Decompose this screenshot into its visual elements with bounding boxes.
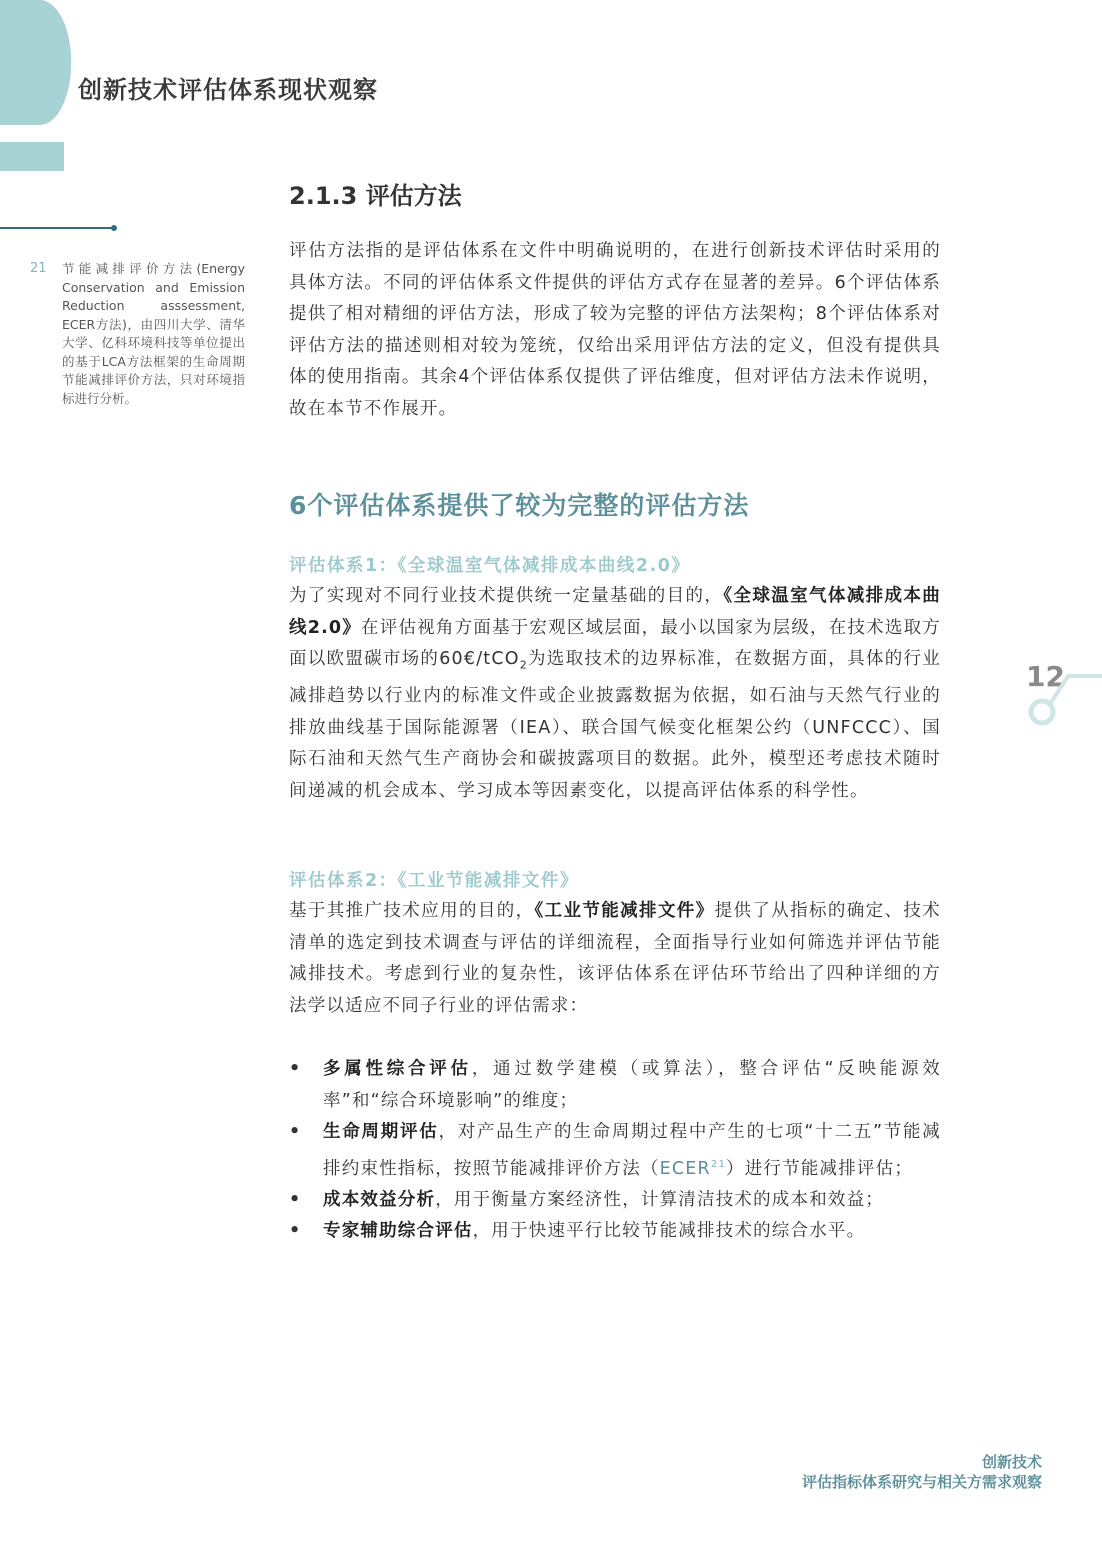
footnote <box>30 260 245 408</box>
bullet-icon: • <box>289 1059 302 1079</box>
list-item <box>289 1185 941 1217</box>
footer <box>802 1452 1042 1492</box>
sidebar-divider <box>0 227 114 229</box>
ecer-reference: ECER <box>659 1158 711 1179</box>
page-number: 12 <box>1026 660 1065 693</box>
bullet-icon: • <box>289 1221 302 1242</box>
footnote-text: 节能减排评价方法(Energy Conservation and Emission Reduction asssessment, ECER方法)，由四川大学、清华大学、亿科环境科技等单位提出的基于LCA方法框架的生命周期节能减排评价方法，只对环境指标进行分析。 <box>62 261 245 406</box>
method-name: 生命周期评估 <box>323 1122 439 1142</box>
page-number-decoration <box>1024 664 1102 730</box>
method-name: 成本效益分析 <box>323 1189 436 1210</box>
footnote-number: 21 <box>30 261 47 276</box>
section-title: 2.1.3 评估方法 <box>289 182 462 210</box>
sidebar-divider-dot <box>111 225 117 231</box>
system2-text-a: 基于其推广技术应用的目的， <box>289 901 535 921</box>
footnote-ref: 21 <box>710 1158 727 1170</box>
method-desc: ，用于衡量方案经济性，计算清洁技术的成本和效益； <box>435 1189 885 1210</box>
method-desc: ，对产品生产的生命周期过程中产生的七项“十二五”节能减排约束性指标，按照节能减排评价方法（ <box>323 1122 941 1179</box>
chapter-title: 创新技术评估体系现状观察 <box>78 76 378 104</box>
method-name: 专家辅助综合评估 <box>323 1221 473 1242</box>
list-item <box>289 1054 941 1117</box>
system2-paragraph <box>289 896 941 1022</box>
chapter-number-graphic <box>0 0 80 180</box>
bullet-icon: • <box>289 1189 302 1210</box>
system2-text-b: 提供了从指标的确定、技术清单的选定到技术调查与评估的详细流程，全面指导行业如何筛选并评估节能减排技术。考虑到行业的复杂性，该评估体系在评估环节给出了四种详细的方法学以适应不同子行业的评估需求： <box>289 901 941 1016</box>
system1-paragraph <box>289 581 941 807</box>
system1-text-a: 为了实现对不同行业技术提供统一定量基础的目的， <box>289 586 724 606</box>
system1-doc-name: 《全球温室气体减排成本曲线2.0》 <box>289 586 941 638</box>
list-item <box>289 1117 941 1185</box>
method-list <box>289 1054 941 1248</box>
method-desc: ，用于快速平行比较节能减排技术的综合水平。 <box>472 1221 866 1242</box>
footer-line2: 评估指标体系研究与相关方需求观察 <box>801 1473 1042 1491</box>
list-item <box>289 1216 941 1248</box>
method-desc-cont: ）进行节能减排评估； <box>726 1158 914 1179</box>
co2-subscript: 2 <box>519 658 528 672</box>
footer-line1: 创新技术 <box>981 1453 1042 1471</box>
system2-doc-name: 《工业节能减排文件》 <box>534 901 715 921</box>
system1-title: 评估体系1：《全球温室气体减排成本曲线2.0》 <box>289 556 691 576</box>
intro-paragraph: 评估方法指的是评估体系在文件中明确说明的，在进行创新技术评估时采用的具体方法。不同的评估体系文件提供的评估方式存在显著的差异。6个评估体系提供了相对精细的评估方法，形成了较为完整的评估方法架构；8个评估体系对评估方法的描述则相对较为笼统，仅给出采用评估方法的定义，但没有提供具体的使用指南。其余4个评估体系仅提供了评估维度，但对评估方法未作说明，故在本节不作展开。 <box>289 241 941 419</box>
bullet-icon: • <box>289 1122 302 1142</box>
subsection-title: 6个评估体系提供了较为完整的评估方法 <box>289 491 750 520</box>
method-name: 多属性综合评估 <box>323 1059 472 1079</box>
system1-text-b: 在评估视角方面基于宏观区域层面，最小以国家为层级，在技术选取方面以欧盟碳市场的60€/tCO <box>289 617 941 669</box>
method-desc: ，通过数学建模（或算法），整合评估“反映能源效率”和“综合环境影响”的维度； <box>323 1059 941 1111</box>
system2-title: 评估体系2：《工业节能减排文件》 <box>289 871 579 891</box>
system1-text-c: 为选取技术的边界标准，在数据方面，具体的行业减排趋势以行业内的标准文件或企业披露数据为依据，如石油与天然气行业的排放曲线基于国际能源署（IEA）、联合国气候变化框架公约（UNFCCC）、国际石油和天然气生产商协会和碳披露项目的数据。此外，模型还考虑技术随时间递减的机会成本、学习成本等因素变化，以提高评估体系的科学性。 <box>289 649 941 801</box>
